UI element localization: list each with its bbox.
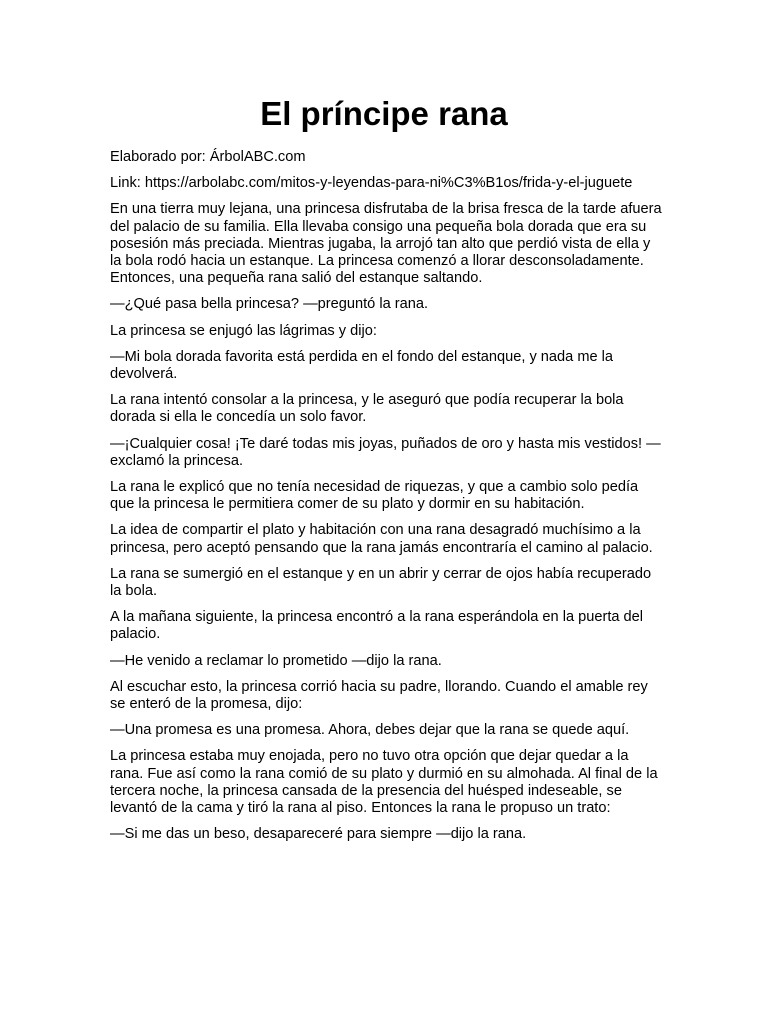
paragraph: La rana le explicó que no tenía necesidad de riquezas, y que a cambio solo pedía que la princesa le permitiera comer de su plato y dormir en su habitación. [110,479,639,513]
paragraph: —Una promesa es una promesa. Ahora, debes dejar que la rana se quede aquí. [110,722,630,739]
paragraph: La princesa estaba muy enojada, pero no tuvo otra opción que dejar quedar a la rana. Fue así como la rana comió de su plato y durmió en su almohada. Al final de la tercera noche, la princesa cansada de la presencia del huésped indeseable, se levantó de la cama y tiró la rana al piso. Entonces la rana le propuso un trato: [110,748,658,817]
paragraph: En una tierra muy lejana, una princesa disfrutaba de la brisa fresca de la tarde afuera del palacio de su familia. Ella llevaba consigo una pequeña bola dorada que era su posesión más preciada. Mientras jugaba, la arrojó tan alto que perdió vista de ella y la bola rodó hacia un estanque. La princesa comenzó a llorar desconsoladamente. Entonces, una pequeña rana salió del estanque saltando. [110,201,662,287]
paragraph: Al escuchar esto, la princesa corrió hacia su padre, llorando. Cuando el amable rey se enteró de la promesa, dijo: [110,678,648,713]
paragraph: —¿Qué pasa bella princesa? —preguntó la rana. [110,296,429,313]
paragraph: La rana intentó consolar a la princesa, y le aseguró que podía recuperar la bola dorada si ella le concedía un solo favor. [110,392,624,426]
paragraph: —¡Cualquier cosa! ¡Te daré todas mis joyas, puñados de oro y hasta mis vestidos! —exclamó la princesa. [110,435,661,469]
paragraph: A la mañana siguiente, la princesa encontró a la rana esperándola en la puerta del palacio. [110,609,644,643]
document-body [110,149,662,853]
paragraph: La rana se sumergió en el estanque y en un abrir y cerrar de ojos había recuperado la bola. [110,565,652,600]
paragraph: —He venido a reclamar lo prometido —dijo la rana. [110,652,442,669]
paragraph: —Mi bola dorada favorita está perdida en el fondo del estanque, y nada me la devolverá. [110,348,613,383]
source-link[interactable]: Link: https://arbolabc.com/mitos-y-leyendas-para-ni%C3%B1os/frida-y-el-juguete [110,175,633,192]
paragraph: La idea de compartir el plato y habitación con una rana desagradó muchísimo a la princesa, pero aceptó pensando que la rana jamás encontraría el camino al palacio. [110,522,653,556]
paragraph: —Si me das un beso, desapareceré para siempre —dijo la rana. [110,826,527,843]
paragraph: La princesa se enjugó las lágrimas y dijo: [110,322,377,339]
credit-line: Elaborado por: ÁrbolABC.com [110,149,306,165]
page-title: El príncipe rana [260,95,508,132]
